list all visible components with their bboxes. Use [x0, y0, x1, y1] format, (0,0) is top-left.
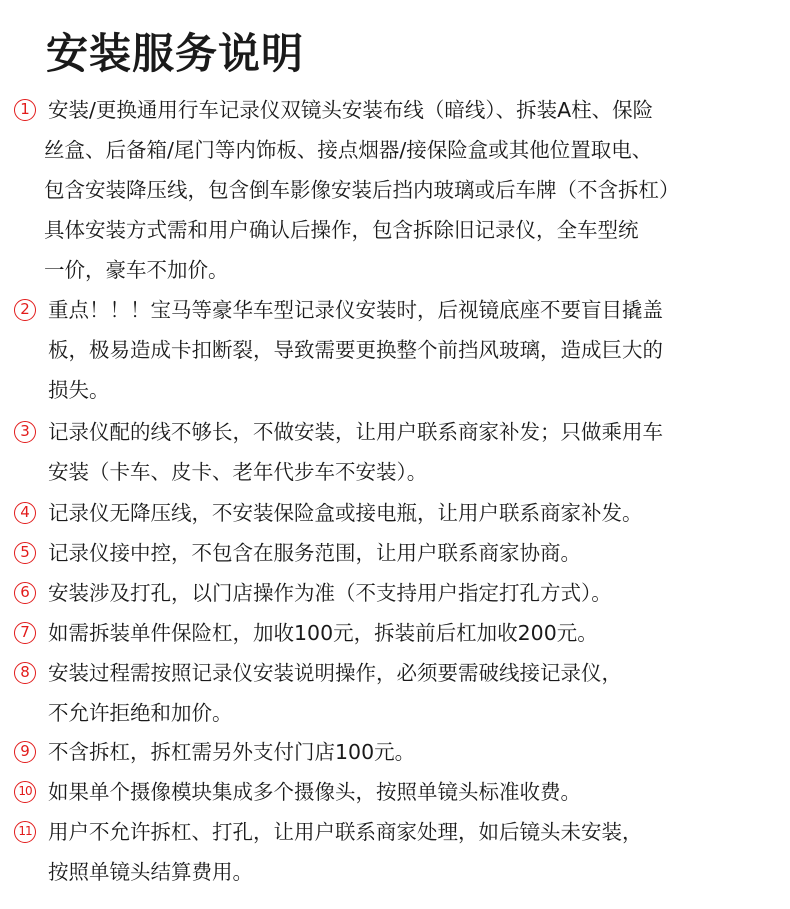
- item-text-line: 不允许拒绝和加价。: [48, 701, 233, 725]
- item-number-badge: 10: [14, 781, 36, 803]
- item-text-line: 用户不允许拆杠、打孔，让用户联系商家处理，如后镜头未安装，: [48, 820, 643, 844]
- item-text-line: 安装（卡车、皮卡、老年代步车不安装）。: [48, 460, 428, 484]
- item-text-line: 不含拆杠，拆杠需另外支付门店100元。: [48, 740, 416, 764]
- item-number-badge: 1: [14, 99, 36, 121]
- item-text-line: 丝盒、后备箱/尾门等内饰板、接点烟器/接保险盒或其他位置取电、: [44, 138, 653, 162]
- item-number-badge: 5: [14, 542, 36, 564]
- item-text-line: 板，极易造成卡扣断裂，导致需要更换整个前挡风玻璃，造成巨大的: [48, 338, 663, 362]
- item-number-badge: 8: [14, 662, 36, 684]
- item-text-line: 如需拆装单件保险杠，加收100元，拆装前后杠加收200元。: [48, 621, 598, 645]
- page-title: 安装服务说明: [46, 29, 305, 78]
- item-number-badge: 9: [14, 741, 36, 763]
- item-text-line: 记录仪接中控，不包含在服务范围，让用户联系商家协商。: [48, 541, 581, 565]
- item-text-line: 记录仪无降压线，不安装保险盒或接电瓶，让用户联系商家补发。: [48, 501, 643, 525]
- item-text-line: 记录仪配的线不够长，不做安装，让用户联系商家补发；只做乘用车: [48, 420, 663, 444]
- item-number-badge: 11: [14, 821, 36, 843]
- item-number-badge: 2: [14, 299, 36, 321]
- item-text-line: 如果单个摄像模块集成多个摄像头，按照单镜头标准收费。: [48, 780, 581, 804]
- item-text-line: 一价，豪车不加价。: [44, 258, 229, 282]
- item-number-badge: 4: [14, 502, 36, 524]
- item-text-line: 安装涉及打孔，以门店操作为准（不支持用户指定打孔方式）。: [48, 581, 612, 605]
- item-text-line: 按照单镜头结算费用。: [48, 860, 253, 884]
- item-text-line: 损失。: [48, 378, 110, 402]
- item-text-line: 重点！！！宝马等豪华车型记录仪安装时，后视镜底座不要盲目撬盖: [48, 298, 663, 322]
- item-number-badge: 6: [14, 582, 36, 604]
- item-text-line: 安装/更换通用行车记录仪双镜头安装布线（暗线）、拆装A柱、保险: [48, 98, 654, 122]
- item-text-line: 安装过程需按照记录仪安装说明操作，必须要需破线接记录仪，: [48, 661, 622, 685]
- item-text-line: 包含安装降压线，包含倒车影像安装后挡内玻璃或后车牌（不含拆杠）: [44, 178, 680, 202]
- item-number-badge: 7: [14, 622, 36, 644]
- item-number-badge: 3: [14, 421, 36, 443]
- item-text-line: 具体安装方式需和用户确认后操作，包含拆除旧记录仪，全车型统: [44, 218, 639, 242]
